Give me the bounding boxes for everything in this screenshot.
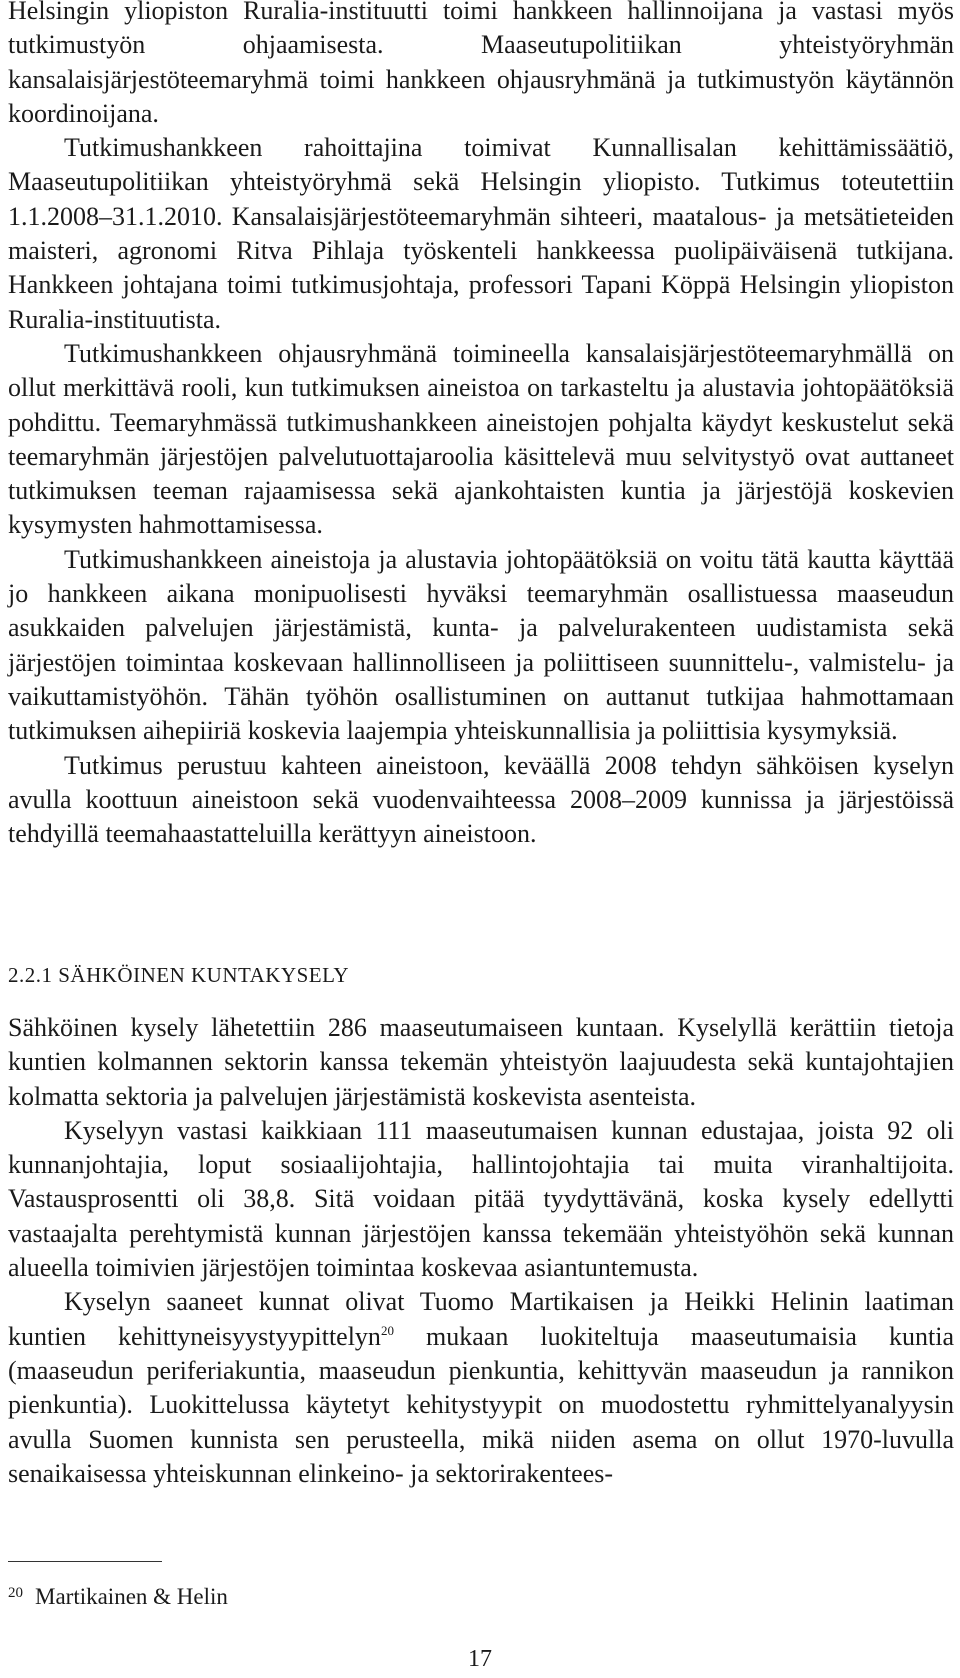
paragraph: Tutkimus perustuu kahteen aineistoon, keväällä 2008 tehdyn sähköisen kyselyn avulla koottuun aineistoon sekä vuodenvaihteessa 2008–2009 kunnissa ja järjestöissä tehdyillä teemahaastatteluilla kerättyyn aineistoon. [8, 750, 954, 849]
paragraph-text: Kyselyn saaneet kunnat olivat Tuomo Martikaisen ja Heikki Helinin laatiman kuntien kehittyneisyystyypittelyn [8, 1287, 954, 1351]
footnote-text: Martikainen & Helin [35, 1584, 228, 1609]
section-heading: 2.2.1 SÄHKÖINEN KUNTAKYSELY [8, 963, 350, 987]
paragraph: Sähköinen kysely lähetettiin 286 maaseutumaiseen kuntaan. Kyselyllä kerättiin tietoja kuntien kolmannen sektorin kanssa tekemän yhteistyön laajuudesta sekä kuntajohtajien kolmatta sektoria ja palvelujen järjestämistä koskevista asenteista. [8, 1013, 954, 1111]
paragraph: Helsingin yliopiston Ruralia-instituutti toimi hankkeen hallinnoijana ja vastasi myös tutkimustyön ohjaamisesta. Maaseutupolitiikan yhteistyöryhmän kansalaisjärjestöteemaryhmä toimi hankkeen ohjausryhmänä ja tutkimustyön käytännön koordinoijana. [8, 0, 954, 128]
paragraph-text: mukaan luokiteltuja maaseutumaisia kuntia (maaseudun periferiakuntia, maaseudun pienkuntia, kehittyvän maaseudun ja rannikon pienkuntia). Luokittelussa käytetyt kehitystyypit on muodostettu ryhmittelyanalyysin avulla Suomen kunnista sen perusteella, mikä niiden asema on ollut 1970-luvulla senaikaisessa yhteiskunnan elinkeino- ja sektorirakentees- [8, 1321, 954, 1488]
footnote-reference[interactable]: 20 [380, 1322, 394, 1338]
paragraph: Tutkimushankkeen aineistoja ja alustavia johtopäätöksiä on voitu tätä kautta käyttää jo hankkeen aikana monipuolisesti hyväksi teemaryhmän osallistuessa maaseudun asukkaiden palvelujen järjestämistä, kunta- ja palvelurakenteen uudistamista sekä järjestöjen toimintaa koskevaan hallinnolliseen ja poliittiseen suunnittelu-, valmistelu- ja vaikuttamistyöhön. Tähän työhön osallistuminen on auttanut tutkijaa hahmottamaan tutkimuksen aihepiiriä koskevia laajempia yhteiskunnallisia ja poliittisia kysymyksiä. [8, 544, 954, 746]
body-text [8, 0, 954, 851]
page-number: 17 [468, 1646, 492, 1672]
paragraph: Tutkimushankkeen ohjausryhmänä toimineella kansalaisjärjestöteemaryhmällä on ollut merkittävä rooli, kun tutkimuksen aineistoa on tarkasteltu ja alustavia johtopäätöksiä pohdittu. Teemaryhmässä tutkimushankkeen aineistojen pohjalta käydyt keskustelut sekä teemaryhmän järjestöjen palvelutuottajaroolia käsittelevä muu selvitystyö ovat auttaneet tutkimuksen teeman rajaamisessa sekä ajankohtaisten kuntia ja järjestöjä koskevien kysymysten hahmottamisessa. [8, 338, 954, 540]
footnote-divider [8, 1561, 162, 1562]
paragraph-with-footnote [8, 1285, 954, 1491]
footnote-number: 20 [8, 1585, 23, 1601]
paragraph: Kyselyyn vastasi kaikkiaan 111 maaseutumaisen kunnan edustajaa, joista 92 oli kunnanjohtajia, loput sosiaalijohtajia, hallintojohtajia tai muita viranhaltijoita. Vastausprosentti oli 38,8. Sitä voidaan pitää tyydyttävänä, koska kysely edellytti vastaajalta perehtymistä kunnan järjestöjen kanssa tekemään yhteistyöhön sekä kunnan alueella toimivien järjestöjen toimintaa koskevaa asiantuntemusta. [8, 1115, 954, 1283]
paragraph: Tutkimushankkeen rahoittajina toimivat Kunnallisalan kehittämissäätiö, Maaseutupolitiikan yhteistyöryhmä sekä Helsingin yliopisto. Tutkimus toteutettiin 1.1.2008–31.1.2010. Kansalaisjärjestöteemaryhmän sihteeri, maatalous- ja metsätieteiden maisteri, agronomi Ritva Pihlaja työskenteli hankkeessa puolipäiväisenä tutkijana. Hankkeen johtajana toimi tutkimusjohtaja, professori Tapani Köppä Helsingin yliopiston Ruralia-instituutista. [8, 133, 954, 334]
section-body-text [8, 1011, 954, 1491]
footnote [8, 1578, 228, 1612]
